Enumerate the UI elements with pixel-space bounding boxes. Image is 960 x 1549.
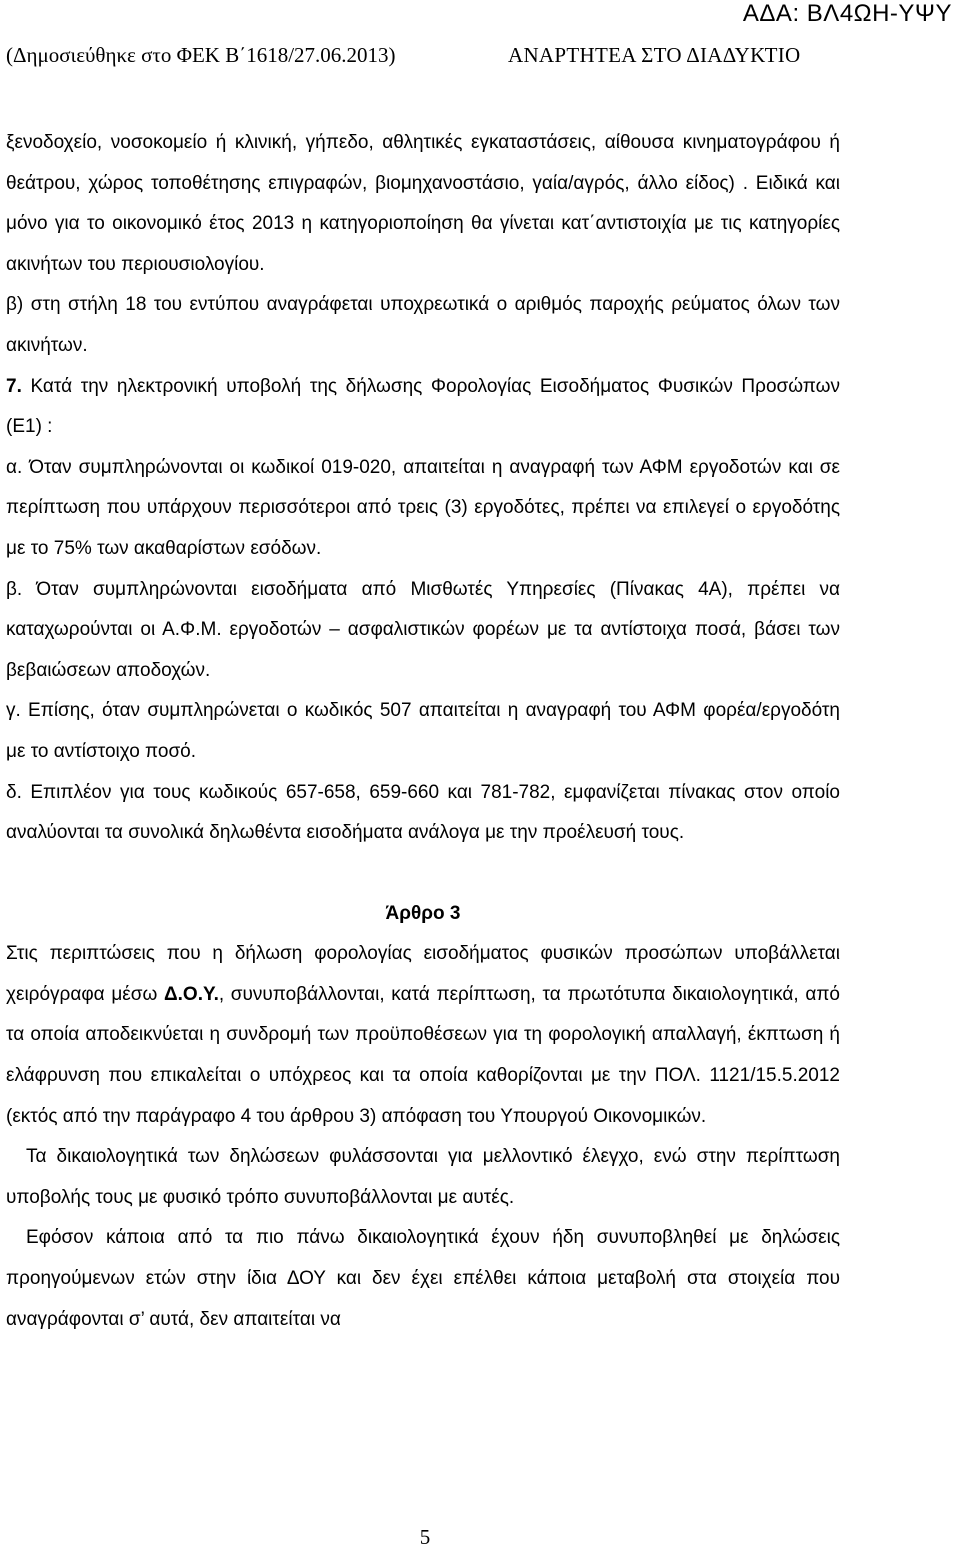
- publication-note: (Δημοσιεύθηκε στο ΦΕΚ Β΄1618/27.06.2013): [6, 43, 396, 67]
- paragraph-article-3: [6, 934, 840, 1137]
- spacer: [6, 854, 840, 894]
- paragraph-item-7: [6, 367, 840, 448]
- paragraph-documents-kept: Τα δικαιολογητικά των δηλώσεων φυλάσσονται για μελλοντικό έλεγχο, ενώ στην περίπτωση υποβολής τους με φυσικό τρόπο συνυποβάλλονται με αυτές.: [6, 1146, 840, 1208]
- paragraph-property-categories: ξενοδοχείο, νοσοκομείο ή κλινική, γήπεδο, αθλητικές εγκαταστάσεις, αίθουσα κινηματογράφου ή θεάτρου, χώρος τοποθέτησης επιγραφών, βιομηχανοστάσιο, γαία/αγρός, άλλο είδος) . Ειδικά και μόνο για το οικονομικό έτος 2013 η κατηγοριοποίηση θα γίνεται κατ΄αντιστοιχία με τις κατηγορίες ακινήτων του περιουσιολογίου.: [6, 132, 840, 275]
- paragraph-previous-years: Εφόσον κάποια από τα πιο πάνω δικαιολογητικά έχουν ήδη συνυποβληθεί με δηλώσεις προηγούμενων ετών στην ίδια ΔΟΥ και δεν έχει επέλθει κάποια μεταβολή στα στοιχεία που αναγράφονται σ’ αυτά, δεν απαιτείται να: [6, 1227, 840, 1330]
- page-number: 5: [419, 1525, 431, 1549]
- paragraph-column-18: β) στη στήλη 18 του εντύπου αναγράφεται υποχρεωτικά ο αριθμός παροχής ρεύματος όλων των ακινήτων.: [6, 294, 840, 356]
- article-3-doy: Δ.Ο.Υ.: [163, 983, 219, 1005]
- paragraph-item-c: γ. Επίσης, όταν συμπληρώνεται ο κωδικός 507 απαιτείται η αναγραφή του ΑΦΜ φορέα/εργοδότη με το αντίστοιχο ποσό.: [6, 700, 840, 762]
- item-7-number: 7.: [6, 375, 22, 397]
- article-title: Άρθρο 3: [385, 902, 461, 924]
- paragraph-item-b: β. Όταν συμπληρώνονται εισοδήματα από Μισθωτές Υπηρεσίες (Πίνακας 4Α), πρέπει να καταχωρούνται οι Α.Φ.Μ. εργοδοτών – ασφαλιστικών φορέων με τα αντίστοιχα ποσά, βάσει των βεβαιώσεων αποδοχών.: [6, 578, 840, 681]
- paragraph-item-d: δ. Επιπλέον για τους κωδικούς 657-658, 659-660 και 781-782, εμφανίζεται πίνακας στον οποίο αναλύονται τα συνολικά δηλωθέντα εισοδήματα ανάλογα με την προέλευσή τους.: [6, 781, 840, 844]
- article-3-text-b: , συνυποβάλλονται, κατά περίπτωση, τα πρωτότυπα δικαιολογητικά, από τα οποία αποδεικνύεται η συνδρομή των προϋποθέσεων για τη φορολογική απαλλαγή, έκπτωση ή ελάφρυνση που επικαλείται ο υπόχρεος και τα οποία καθορίζονται με την ΠΟΛ. 1121/15.5.2012 (εκτός από την παράγραφο 4 του άρθρου 3) απόφαση του Υπουργού Οικονομικών.: [6, 983, 840, 1127]
- paragraph-item-a: α. Όταν συμπληρώνονται οι κωδικοί 019-020, απαιτείται η αναγραφή των ΑΦΜ εργοδοτών και σε περίπτωση που υπάρχουν περισσότεροι από τρεις (3) εργοδότες, πρέπει να επιλεγεί ο εργοδότης με το 75% των ακαθαρίστων εσόδων.: [6, 456, 840, 559]
- ada-code: ΑΔΑ: ΒΛ4ΩΗ-ΥΨΥ: [742, 0, 952, 27]
- post-online-note: ΑΝΑΡΤΗΤΕΑ ΣΤΟ ΔΙΑΔΥΚΤΙΟ: [508, 43, 801, 67]
- article-3-text-a: Στις περιπτώσεις που η δήλωση φορολογίας εισοδήματος φυσικών προσώπων υποβάλλεται χειρόγραφα μέσω: [6, 943, 840, 1005]
- document-body: [6, 123, 840, 1340]
- item-7-text: Κατά την ηλεκτρονική υποβολή της δήλωσης Φορολογίας Εισοδήματος Φυσικών Προσώπων (Ε1) :: [6, 375, 840, 438]
